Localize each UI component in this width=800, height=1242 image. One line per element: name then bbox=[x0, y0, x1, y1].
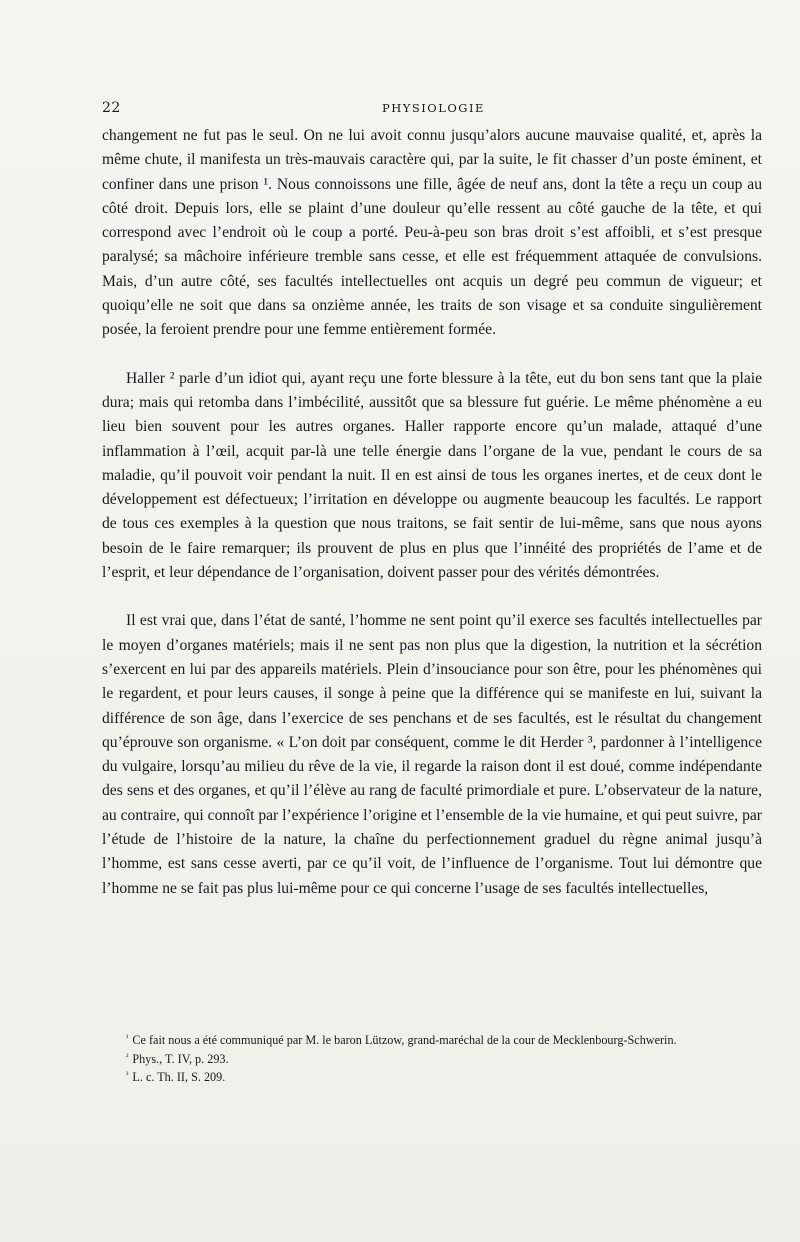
page-number: 22 bbox=[102, 100, 121, 116]
footnotes bbox=[102, 1030, 762, 1086]
footnote-3 bbox=[102, 1067, 762, 1086]
paragraph-haller: Haller ² parle d’un idiot qui, ayant reçu une forte blessure à la tête, eut du bon sens tant que la plaie dura; mais qui retomba dans l’imbécilité, aussitôt que sa blessure fut guérie. Le même phénomène a eu lieu bien souvent pour les autres organes. Haller rapporte encore qu’un malade, attaqué d’une inflammation à l’œil, acquit par-là une telle énergie dans l’organe de la vue, pendant le cours de sa maladie, qu’il pouvoit voir pendant la nuit. Il en est ainsi de tous les organes inertes, et de ceux dont le développement est défectueux; l’irritation en développe ou augmente beaucoup les facultés. Le rapport de tous ces exemples à la question que nous traitons, se fait sentir de lui-même, sans que nous ayons besoin de le faire remarquer; ils prouvent de plus en plus que l’innéité des propriétés de l’ame et de l’esprit, et leur dépendance de l’organisation, doivent passer pour des vérités démontrées. bbox=[102, 369, 762, 582]
footnote-text: Phys., T. IV, p. 293. bbox=[132, 1051, 229, 1066]
footnote-text: Ce fait nous a été communiqué par M. le baron Lützow, grand-maréchal de la cour de Mecklenbourg-Schwerin. bbox=[132, 1033, 677, 1047]
paragraph-continuation: changement ne fut pas le seul. On ne lui avoit connu jusqu’alors aucune mauvaise qualité, et, après la même chute, il manifesta un très-mauvais caractère qui, par la suite, le fit chasser d’un poste éminent, et confiner dans une prison ¹. Nous connoissons une fille, âgée de neuf ans, dont la tête a reçu un coup au côté droit. Depuis lors, elle se plaint d’une douleur qu’elle ressent au côté gauche de la tête, et qui correspond avec l’endroit où le coup a porté. Peu-à-peu son bras droit s’est affoibli, et s’est presque paralysé; sa mâchoire inférieure tremble sans cesse, et elle est fréquemment attaquée de convulsions. Mais, d’un autre côté, ses facultés intellectuelles ont acquis un degré peu commun de vigueur; et quoiqu’elle ne soit que dans sa onzième année, les traits de son visage et sa conduite singulièrement posée, la feroient prendre pour une femme entièrement formée. bbox=[102, 127, 762, 339]
footnote-marker: ³ bbox=[126, 1070, 129, 1079]
page-header bbox=[102, 100, 760, 120]
footnote-text: L. c. Th. II, S. 209. bbox=[132, 1070, 226, 1084]
running-title: PHYSIOLOGIE bbox=[382, 101, 485, 115]
paragraph-herder: Il est vrai que, dans l’état de santé, l’homme ne sent point qu’il exerce ses facultés intellectuelles par le moyen d’organes matériels; mais il ne sent pas non plus que la digestion, la nutrition et la sécrétion s’exercent en lui par des appareils matériels. Plein d’insouciance pour son être, pour les phénomènes qui le regardent, et pour leurs causes, il songe à peine que la différence qui se manifeste en lui, suivant la différence de son âge, dans l’exercice de ses penchans et de ses facultés, est le résultat du changement qu’éprouve son organisme. « L’on doit par conséquent, comme le dit Herder ³, pardonner à l’intelligence du vulgaire, lorsqu’au milieu du rêve de la vie, il regarde la raison dont il est doué, comme indépendante des sens et des organes, et qu’il l’élève au rang de faculté primordiale et pure. L’observateur de la nature, au contraire, qui connoît par l’expérience l’origine et l’ensemble de la vie humaine, et qui peut suivre, par l’étude de l’histoire de la nature, la chaîne du perfectionnement graduel du règne animal jusqu’à l’homme, est sans cesse averti, par ce qu’il voit, de l’influence de l’organisme. Tout lui démontre que l’homme ne se fait pas plus lui-même pour ce qui concerne l’usage de ses facultés intellectuelles, bbox=[102, 612, 762, 897]
footnote-2 bbox=[102, 1049, 762, 1068]
body-text bbox=[102, 124, 762, 901]
footnote-1 bbox=[102, 1030, 762, 1049]
footnote-marker: ¹ bbox=[126, 1033, 129, 1042]
footnote-marker: ² bbox=[126, 1051, 129, 1061]
